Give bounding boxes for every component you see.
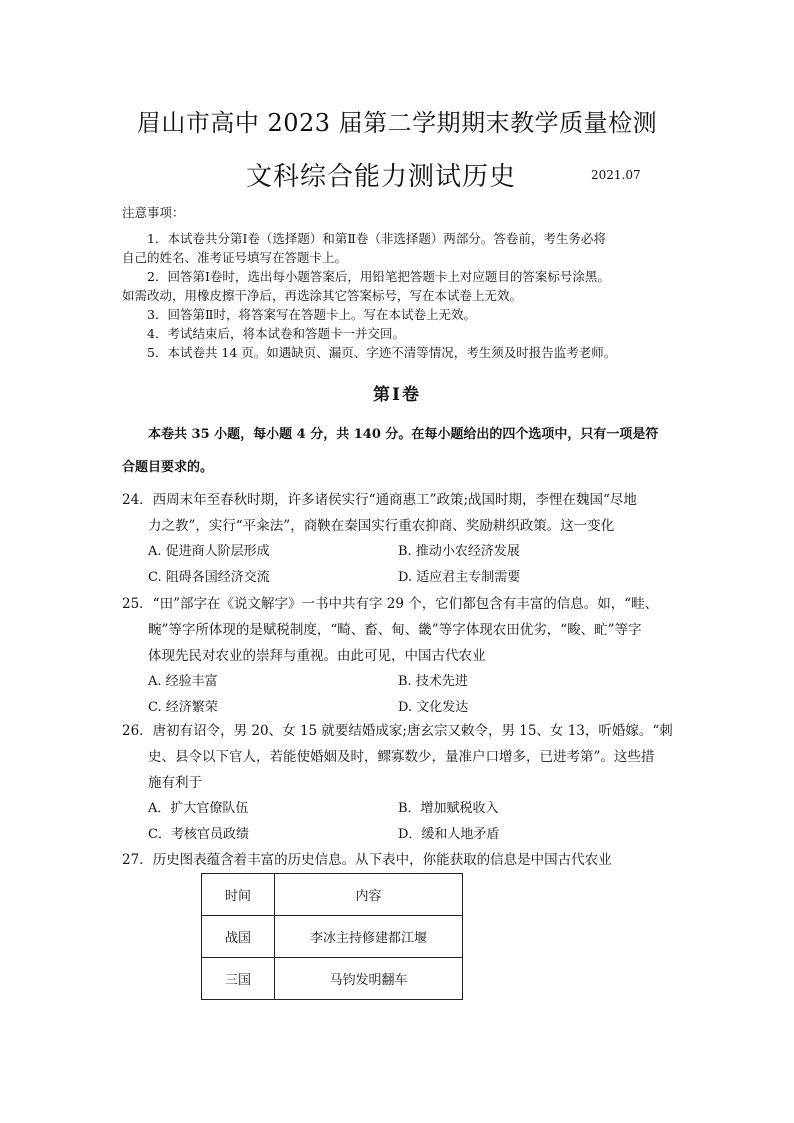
exam-title: 眉山市高中 2023 届第二学期期末教学质量检测 xyxy=(136,109,658,137)
option-a: A. 经验丰富 xyxy=(148,674,218,689)
notice-line: 如需改动，用橡皮擦干净后，再选涂其它答案标号，写在本试卷上无效。 xyxy=(122,288,523,303)
option-a: A. 促进商人阶层形成 xyxy=(148,544,270,559)
notice-heading: 注意事项： xyxy=(122,205,185,220)
option-a: A．扩大官僚队伍 xyxy=(148,801,249,816)
section-intro: 合题目要求的。 xyxy=(122,460,214,475)
exam-subtitle: 文科综合能力测试历史 xyxy=(246,162,517,192)
question-25-text: 畹”等字所体现的是赋税制度，“畸、畜、甸、畿”等字体现农田优劣，“畯、甿”等字 xyxy=(148,622,642,638)
section-title: 第Ⅰ卷 xyxy=(373,385,421,405)
history-table xyxy=(201,873,463,1000)
table-cell: 三国 xyxy=(202,958,275,1000)
notice-line: 5．本试卷共 14 页。如遇缺页、漏页、字迹不清等情况，考生须及时报告监考老师。 xyxy=(147,345,617,360)
table-row xyxy=(202,958,463,1000)
table-header-row xyxy=(202,874,463,916)
section-intro: 本卷共 35 小题，每小题 4 分，共 140 分。在每小题给出的四个选项中，只有一项是符 xyxy=(148,427,659,442)
notice-line: 3．回答第Ⅱ时，将答案写在答题卡上。写在本试卷上无效。 xyxy=(147,307,476,322)
question-25-text: 体现先民对农业的崇拜与重视。由此可见，中国古代农业 xyxy=(148,648,486,664)
table-cell: 战国 xyxy=(202,916,275,958)
exam-date: 2021.07 xyxy=(591,168,641,182)
table-cell: 马钧发明翻车 xyxy=(275,958,463,1000)
option-c: C. 经济繁荣 xyxy=(148,700,218,715)
table-cell: 李冰主持修建都江堰 xyxy=(275,916,463,958)
question-27-text: 27．历史图表蕴含着丰富的历史信息。从下表中，你能获取的信息是中国古代农业 xyxy=(122,852,612,868)
notice-line: 1．本试卷共分第Ⅰ卷（选择题）和第Ⅱ卷（非选择题）两部分。答卷前，考生务必将 xyxy=(147,231,606,246)
notice-line: 4．考试结束后，将本试卷和答题卡一并交回。 xyxy=(147,326,405,341)
notice-line: 自己的姓名、准考证号填写在答题卡上。 xyxy=(122,250,348,265)
option-d: D．缓和人地矛盾 xyxy=(398,827,500,842)
notice-line: 2．回答第Ⅰ卷时，选出每小题答案后，用铅笔把答题卡上对应题目的答案标号涂黑。 xyxy=(147,269,610,284)
question-26-text: 史、县令以下官人，若能使婚姻及时，鳏寡数少，量准户口增多，已进考第”。这些措 xyxy=(148,749,655,765)
table-header: 时间 xyxy=(202,874,275,916)
question-25-text: 25．“田”部字在《说文解字》一书中共有字 29 个，它们都包含有丰富的信息。如，“畦、 xyxy=(122,596,659,612)
question-26-text: 施有利于 xyxy=(148,775,202,791)
table-header: 内容 xyxy=(275,874,463,916)
question-24-text: 力之教”，实行“平籴法”，商鞅在秦国实行重农抑商、奖励耕织政策。这一变化 xyxy=(148,518,615,534)
table-row xyxy=(202,916,463,958)
option-b: B．增加赋税收入 xyxy=(398,801,499,816)
question-24-text: 24．西周末年至春秋时期，许多诸侯实行“通商惠工”政策;战国时期，李悝在魏国“尽地 xyxy=(122,492,637,508)
option-c: C. 阻碍各国经济交流 xyxy=(148,570,270,585)
option-b: B. 技术先进 xyxy=(398,674,468,689)
option-d: D. 文化发达 xyxy=(398,700,469,715)
question-26-text: 26．唐初有诏令，男 20、女 15 就要结婚成家;唐玄宗又敕令，男 15、女 13，听婚嫁。“刺 xyxy=(122,723,673,739)
option-d: D. 适应君主专制需要 xyxy=(398,570,521,585)
option-b: B. 推动小农经济发展 xyxy=(398,544,520,559)
option-c: C．考核官员政绩 xyxy=(148,827,249,842)
